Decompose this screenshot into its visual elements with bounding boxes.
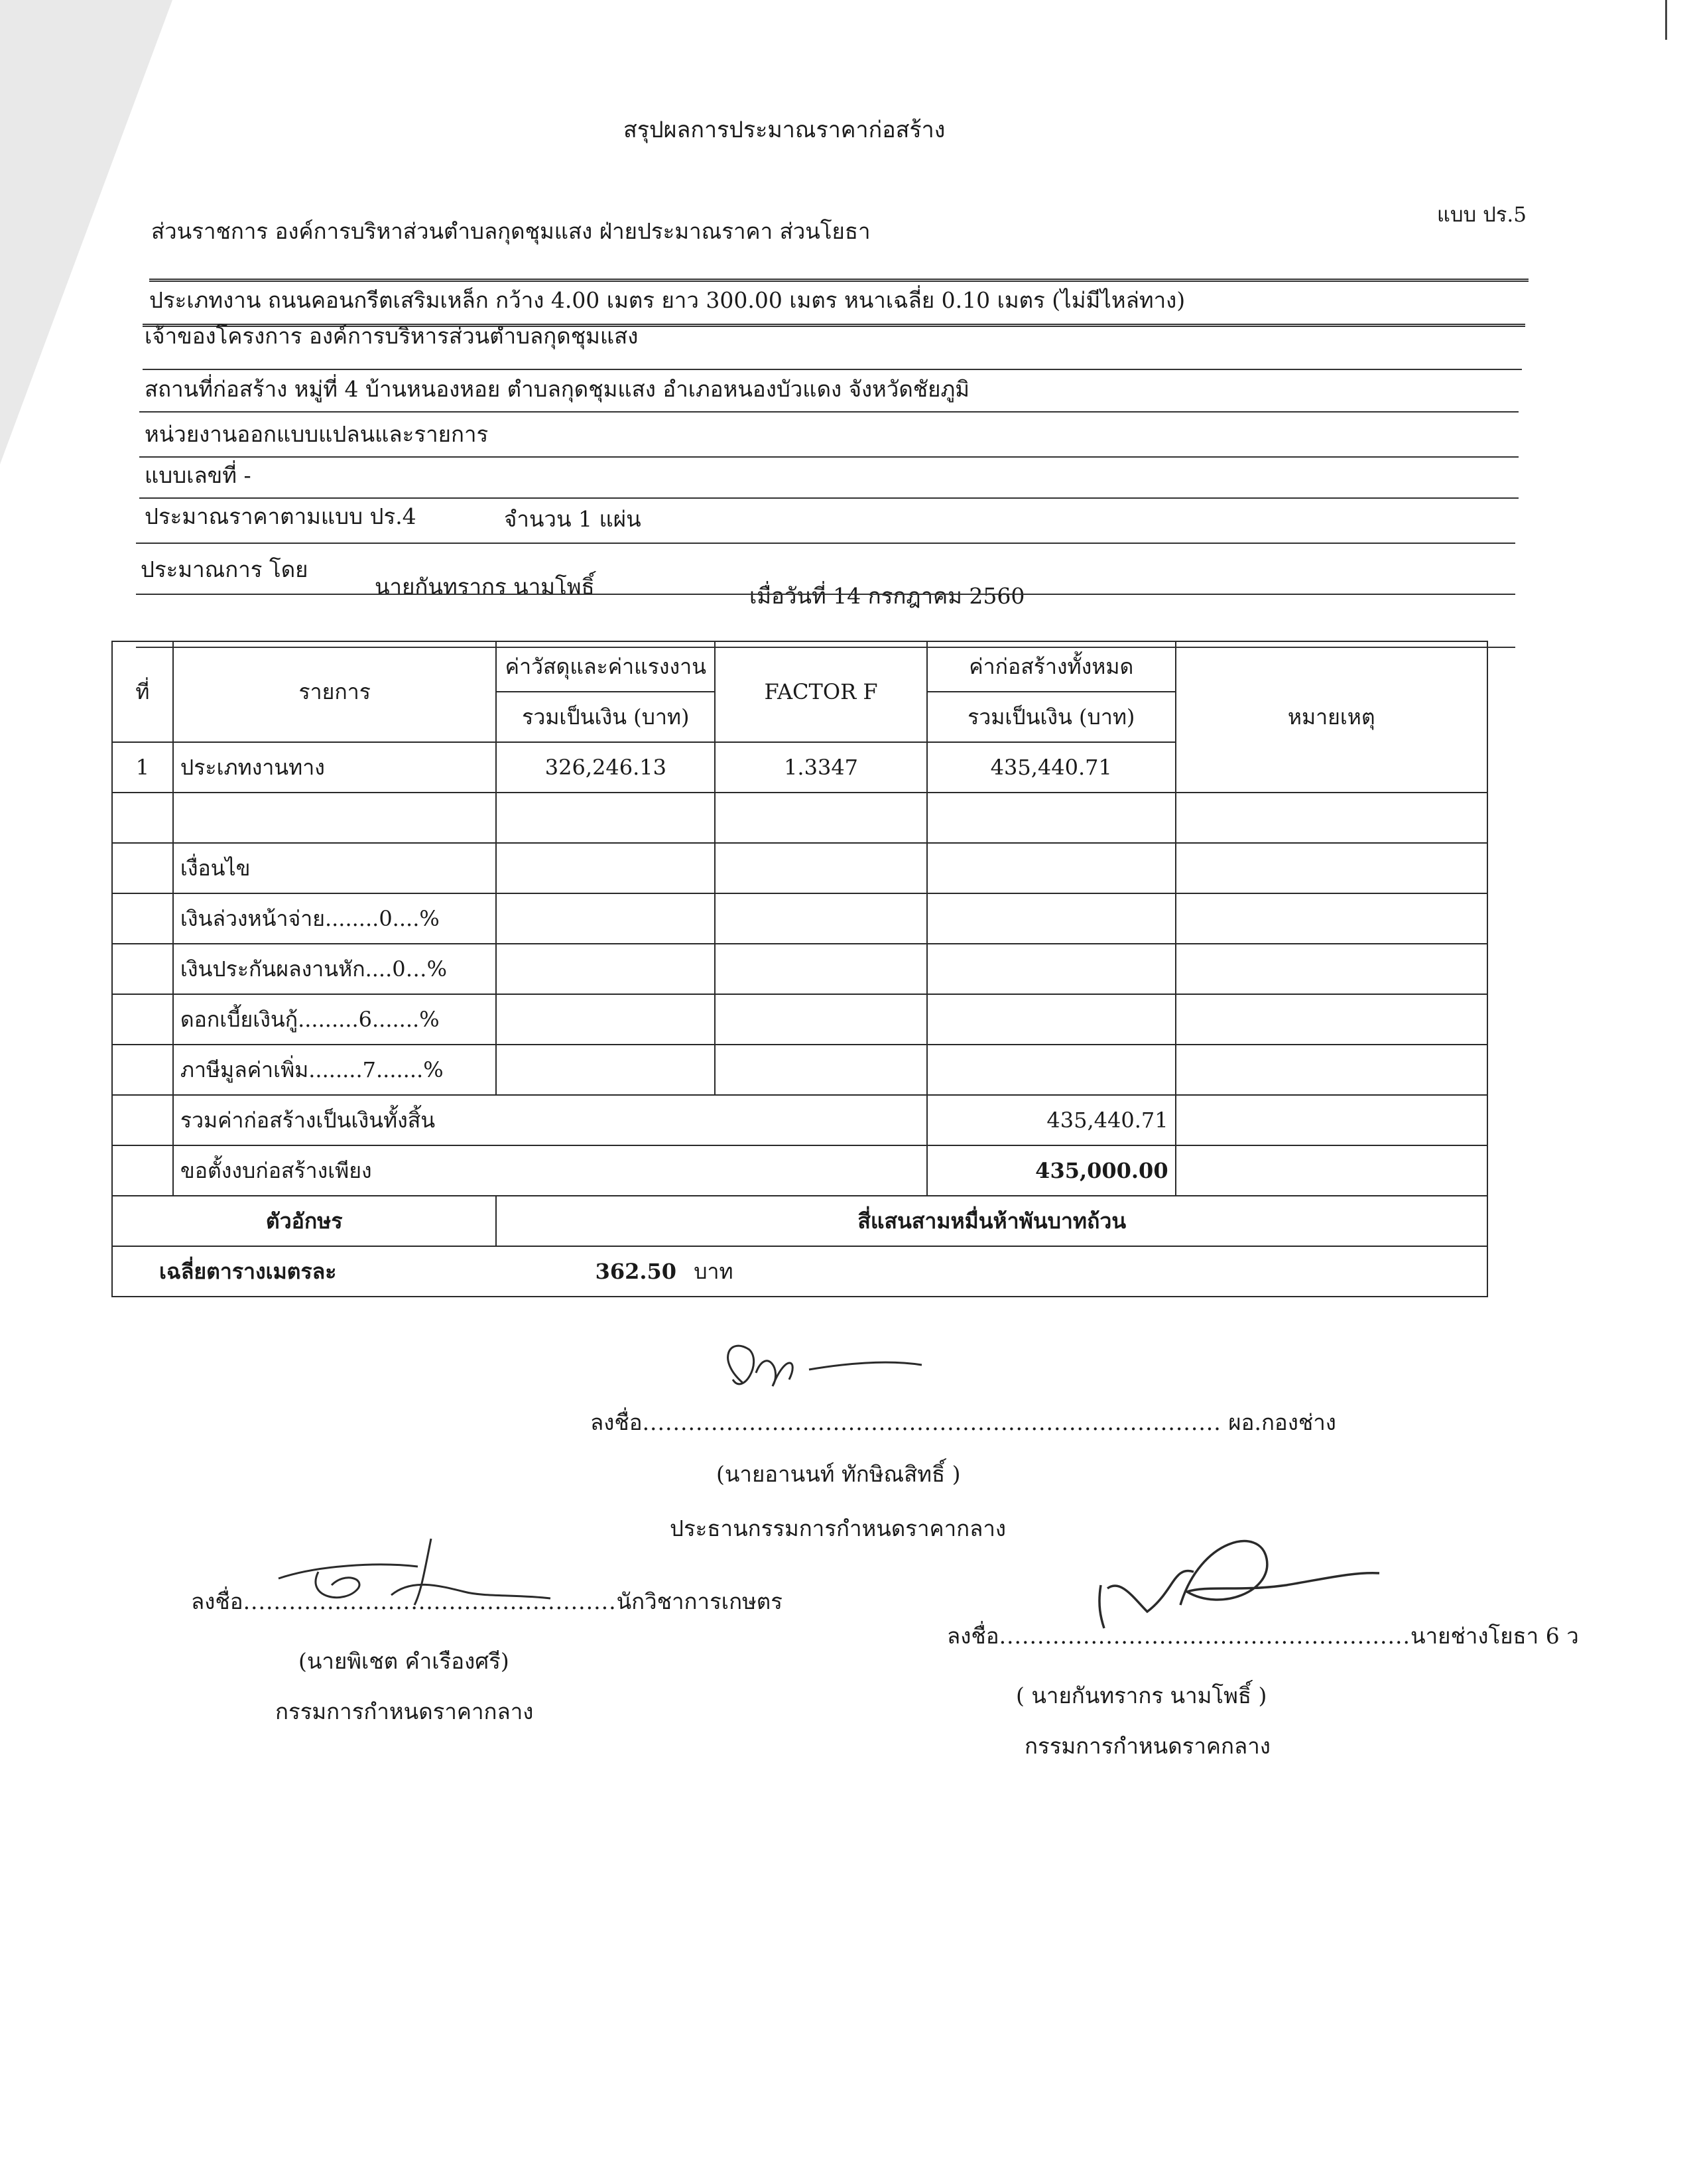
condition-guarantee: เงินประกันผลงานหัก....0…% [173, 944, 497, 994]
row-item: ประเภทงานทาง [173, 742, 497, 793]
request-value: 435,000.00 [927, 1145, 1176, 1196]
signature-head-dots: ............................................................................ [642, 1409, 1221, 1435]
header-total-bottom: รวมเป็นเงิน (บาท) [927, 692, 1176, 742]
table-row [112, 1045, 1487, 1095]
rule [143, 369, 1522, 370]
header-item: รายการ [173, 641, 497, 742]
document-title: สรุปผลการประมาณราคาก่อสร้าง [623, 117, 946, 143]
signature-left-dots: ................................................. [243, 1588, 617, 1614]
rule [136, 594, 1515, 595]
signature-right-role: นายช่างโยธา 6 ว [1410, 1623, 1579, 1649]
signature-head-role: ผอ.กองช่าง [1228, 1409, 1336, 1435]
table-header-row [112, 641, 1487, 692]
rule [136, 543, 1515, 544]
header-material-labor-bottom: รวมเป็นเงิน (บาท) [496, 692, 715, 742]
average-value: 362.50 [595, 1258, 677, 1284]
row-material-labor: 326,246.13 [496, 742, 715, 793]
grand-total-value: 435,440.71 [927, 1095, 1176, 1145]
location-line: สถานที่ก่อสร้าง หมู่ที่ 4 บ้านหนองหอย ตำบลกุดชุมแสง อำเภอหนองบัวแดง จังหวัดชัยภูมิ [145, 376, 970, 402]
in-words-value: สี่แสนสามหมื่นห้าพันบาทถ้วน [496, 1196, 1487, 1246]
table-row [112, 843, 1487, 893]
signature-left-role: นักวิชาการเกษตร [616, 1588, 783, 1614]
header-remark: หมายเหตุ [1176, 641, 1487, 793]
header-total-top: ค่าก่อสร้างทั้งหมด [927, 641, 1176, 692]
rule [139, 456, 1519, 458]
average-unit: บาท [694, 1258, 733, 1284]
condition-vat: ภาษีมูลค่าเพิ่ม........7.......% [173, 1045, 497, 1095]
sheet-count: จำนวน 1 แผ่น [504, 506, 641, 532]
in-words-row [112, 1196, 1487, 1246]
design-unit-line: หน่วยงานออกแบบแปลนและรายการ [145, 421, 489, 447]
row-factor: 1.3347 [715, 742, 927, 793]
signature-head-prefix: ลงชื่อ [590, 1409, 643, 1435]
row-total: 435,440.71 [927, 742, 1176, 793]
rule [139, 411, 1519, 413]
table-row [112, 893, 1487, 944]
table-row-empty [112, 793, 1487, 843]
header-material-labor-top: ค่าวัสดุและค่าแรงงาน [496, 641, 715, 692]
signature-right-name: ( นายกันทรากร นามโพธิ์ ) [1016, 1683, 1267, 1708]
request-row [112, 1145, 1487, 1196]
condition-interest: ดอกเบี้ยเงินกู้.........6.......% [173, 994, 497, 1045]
in-words-label: ตัวอักษร [112, 1196, 496, 1246]
condition-advance: เงินล่วงหน้าจ่าย........0....% [173, 893, 497, 944]
estimated-by-name: นายกันทรากร นามโพธิ์ [375, 574, 595, 600]
signature-left-title: กรรมการกำหนดราคากลาง [275, 1699, 534, 1724]
signature-right-line [947, 1618, 1579, 1653]
estimate-table [111, 641, 1488, 1297]
signature-left-line [191, 1584, 783, 1619]
plan-no-line: แบบเลขที่ - [145, 462, 251, 488]
scan-edge-mark [1665, 0, 1691, 40]
signature-head-line [590, 1405, 1336, 1440]
header-no: ที่ [112, 641, 173, 742]
header-factor: FACTOR F [715, 641, 927, 742]
row-no: 1 [112, 742, 173, 793]
table-row [112, 994, 1487, 1045]
signature-head-title: ประธานกรรมการกำหนดราคากลาง [670, 1515, 1007, 1541]
rule [149, 279, 1529, 282]
owner-line: เจ้าของโครงการ องค์การบริหารส่วนตำบลกุดชุมแสง [145, 323, 639, 349]
signature-left-name: (นายพิเชต คำเรืองศรี) [298, 1648, 509, 1674]
signature-left-prefix: ลงชื่อ [191, 1588, 243, 1614]
grand-total-row [112, 1095, 1487, 1145]
estimated-by-label: ประมาณการ โดย [141, 556, 308, 582]
request-label: ขอตั้งงบก่อสร้างเพียง [173, 1145, 927, 1196]
signature-head-name: (นายอานนท์ ทักษิณสิทธิ์ ) [716, 1461, 961, 1487]
agency-line: ส่วนราชการ องค์การบริหาส่วนตำบลกุดชุมแสง ฝ่ายประมาณราคา ส่วนโยธา [151, 218, 871, 244]
table-row [112, 944, 1487, 994]
average-label: เฉลี่ยตารางเมตรละ [159, 1258, 337, 1284]
average-row [112, 1246, 1487, 1297]
estimate-date: เมื่อวันที่ 14 กรกฎาคม 2560 [749, 583, 1025, 609]
conditions-label: เงื่อนไข [173, 843, 497, 893]
form-code: แบบ ปร.5 [1436, 203, 1527, 227]
signature-right-dots: ...................................................... [999, 1623, 1411, 1649]
grand-total-label: รวมค่าก่อสร้างเป็นเงินทั้งสิ้น [173, 1095, 927, 1145]
signature-right-prefix: ลงชื่อ [947, 1623, 999, 1649]
average-cell [112, 1246, 1487, 1297]
estimate-form: ประมาณราคาตามแบบ ปร.4 [145, 503, 416, 529]
work-type-line: ประเภทงาน ถนนคอนกรีตเสริมเหล็ก กว้าง 4.00 เมตร ยาว 300.00 เมตร หนาเฉลี่ย 0.10 เมตร (ไม่มีไหล่ทาง) [149, 287, 1186, 313]
signature-right-title: กรรมการกำหนดราคกลาง [1025, 1733, 1271, 1759]
